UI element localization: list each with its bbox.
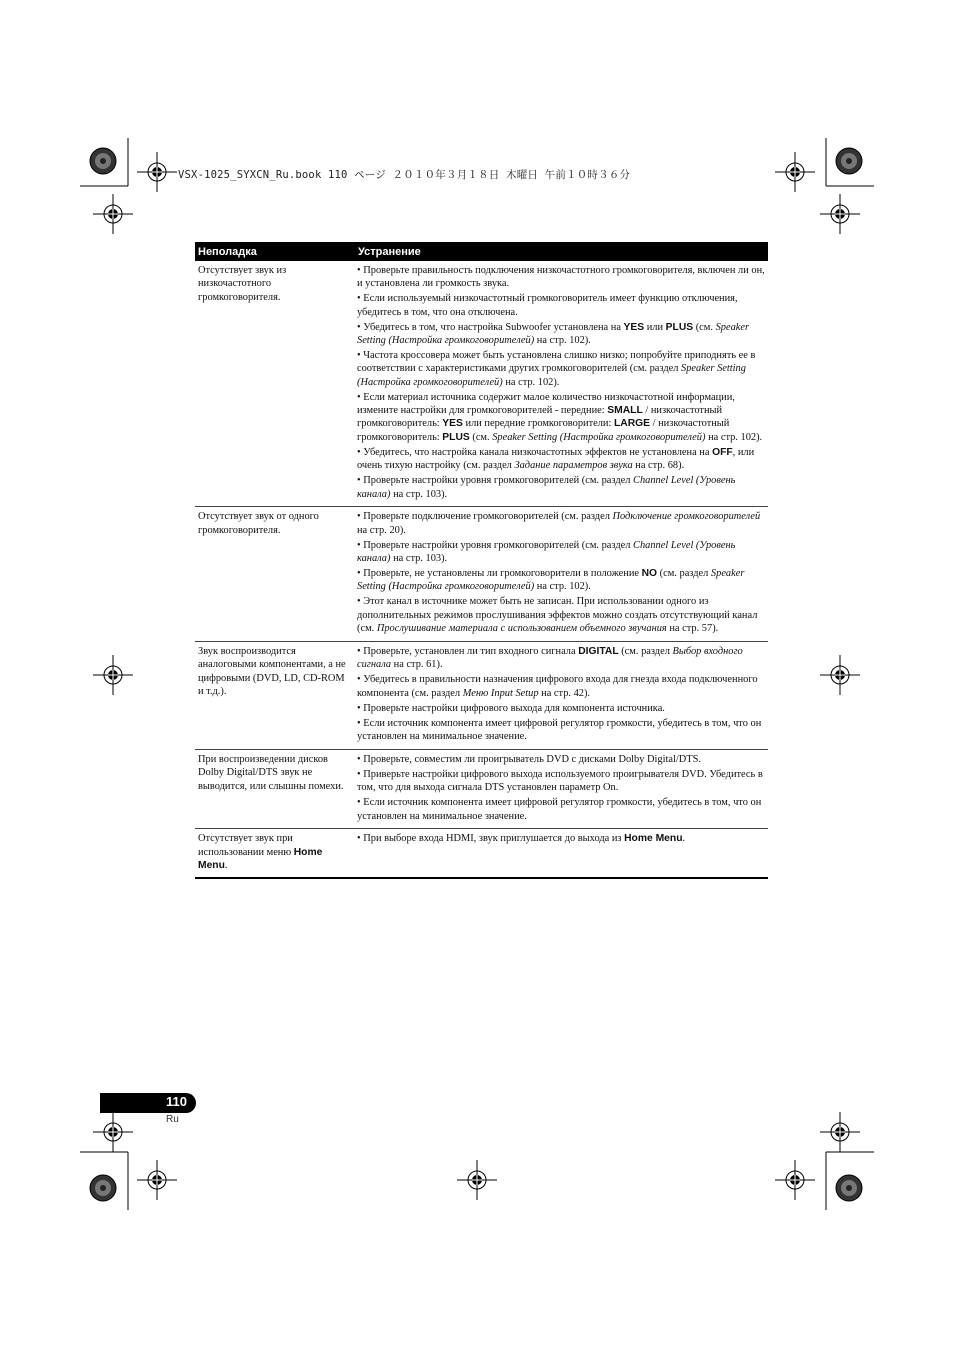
problem-cell: Отсутствует звук из низкочастотного громкоговорителя. (195, 261, 355, 507)
remedy-bullet: • Проверьте, не установлены ли громкоговорители в положение NO (см. раздел Speaker Setting (Настройка громкоговорителей) на стр. 102). (357, 567, 765, 594)
remedy-bullet: • Проверьте настройки уровня громкоговорителей (см. раздел Channel Level (Уровень канала) на стр. 103). (357, 539, 765, 566)
remedy-bullet: • Проверьте, совместим ли проигрыватель DVD с дисками Dolby Digital/DTS. (357, 753, 765, 766)
remedy-bullet: • Если источник компонента имеет цифровой регулятор громкости, убедитесь в том, что он установлен на минимальное значение. (357, 717, 765, 744)
remedy-bullet: • Проверьте правильность подключения низкочастотного громкоговорителя, включен ли он, и установлена ли громкость звука. (357, 264, 765, 291)
remedy-bullet: • Проверьте, установлен ли тип входного сигнала DIGITAL (см. раздел Выбор входного сигнала на стр. 61). (357, 645, 765, 672)
remedy-cell (355, 507, 768, 642)
remedy-bullet: • Убедитесь в правильности назначения цифрового входа для гнезда входа подключенного компонента (см. раздел Меню Input Setup на стр. 42). (357, 673, 765, 700)
remedy-bullet: • Если источник компонента имеет цифровой регулятор громкости, убедитесь в том, что он установлен на минимальное значение. (357, 796, 765, 823)
page-language: Ru (166, 1114, 179, 1125)
problem-cell: Звук воспроизводится аналоговыми компонентами, а не цифровыми (DVD, LD, CD-ROM и т.д.). (195, 642, 355, 750)
remedy-bullet: • Проверьте настройки уровня громкоговорителей (см. раздел Channel Level (Уровень канала) на стр. 103). (357, 474, 765, 501)
troubleshooting-table (195, 242, 768, 879)
remedy-bullet: • При выборе входа HDMI, звук приглушается до выхода из Home Menu. (357, 832, 765, 845)
remedy-bullet: • Приверьте настройки цифрового выхода используемого проигрывателя DVD. Убедитесь в том, что для выхода сигнала DTS установлен параметр On. (357, 768, 765, 795)
remedy-bullet: • Убедитесь, что настройка канала низкочастотных эффектов не установлена на OFF, или очень тихую настройку (см. раздел Задание параметров звука на стр. 68). (357, 446, 765, 473)
remedy-bullet: • Если используемый низкочастотный громкоговоритель имеет функцию отключения, убедитесь в том, что она отключена. (357, 292, 765, 319)
problem-cell: Отсутствует звук от одного громкоговорителя. (195, 507, 355, 642)
remedy-cell (355, 642, 768, 750)
column-header-problem: Неполадка (195, 242, 355, 261)
remedy-cell (355, 261, 768, 507)
remedy-cell (355, 829, 768, 878)
table-row (195, 749, 768, 829)
remedy-bullet: • Этот канал в источнике может быть не записан. При использовании одного из дополнительных режимов прослушивания эффектов можно создать отсутствующий канал (см. Прослушивание материала с использованием объемного звучания на стр. 57). (357, 595, 765, 635)
remedy-bullet: • Проверьте настройки цифрового выхода для компонента источника. (357, 702, 765, 715)
page-number: 110 (166, 1094, 187, 1109)
remedy-bullet: • Частота кроссовера может быть установлена слишко низко; попробуйте приподнять ее в соответствии с характеристиками других громкоговорителей (см. раздел Speaker Setting (Настройка громкоговорителей) на стр. 102). (357, 349, 765, 389)
print-header: VSX-1025_SYXCN_Ru.book 110 ページ ２０１０年３月１８日 木曜日 午前１０時３６分 (178, 169, 631, 181)
table-row (195, 829, 768, 878)
remedy-cell (355, 749, 768, 829)
remedy-bullet: • Проверьте подключение громкоговорителей (см. раздел Подключение громкоговорителей на стр. 20). (357, 510, 765, 537)
remedy-bullet: • Если материал источника содержит малое количество низкочастотной информации, измените настройки для громкоговорителей - передние: SMALL / низкочастотный громкоговоритель: YES или передние громкоговорители: LARGE / низкочастотный громкоговоритель: PLUS (см. Speaker Setting (Настройка громкоговорителей) на стр. 102). (357, 391, 765, 445)
table-row (195, 507, 768, 642)
remedy-bullet: • Убедитесь в том, что настройка Subwoofer установлена на YES или PLUS (см. Speaker Setting (Настройка громкоговорителей) на стр. 102). (357, 321, 765, 348)
table-header-row (195, 242, 768, 261)
problem-cell: Отсутствует звук при использовании меню Home Menu. (195, 829, 355, 878)
table-row (195, 642, 768, 750)
column-header-remedy: Устранение (355, 242, 768, 261)
problem-cell: При воспроизведении дисков Dolby Digital/DTS звук не выводится, или слышны помехи. (195, 749, 355, 829)
table-row (195, 261, 768, 507)
